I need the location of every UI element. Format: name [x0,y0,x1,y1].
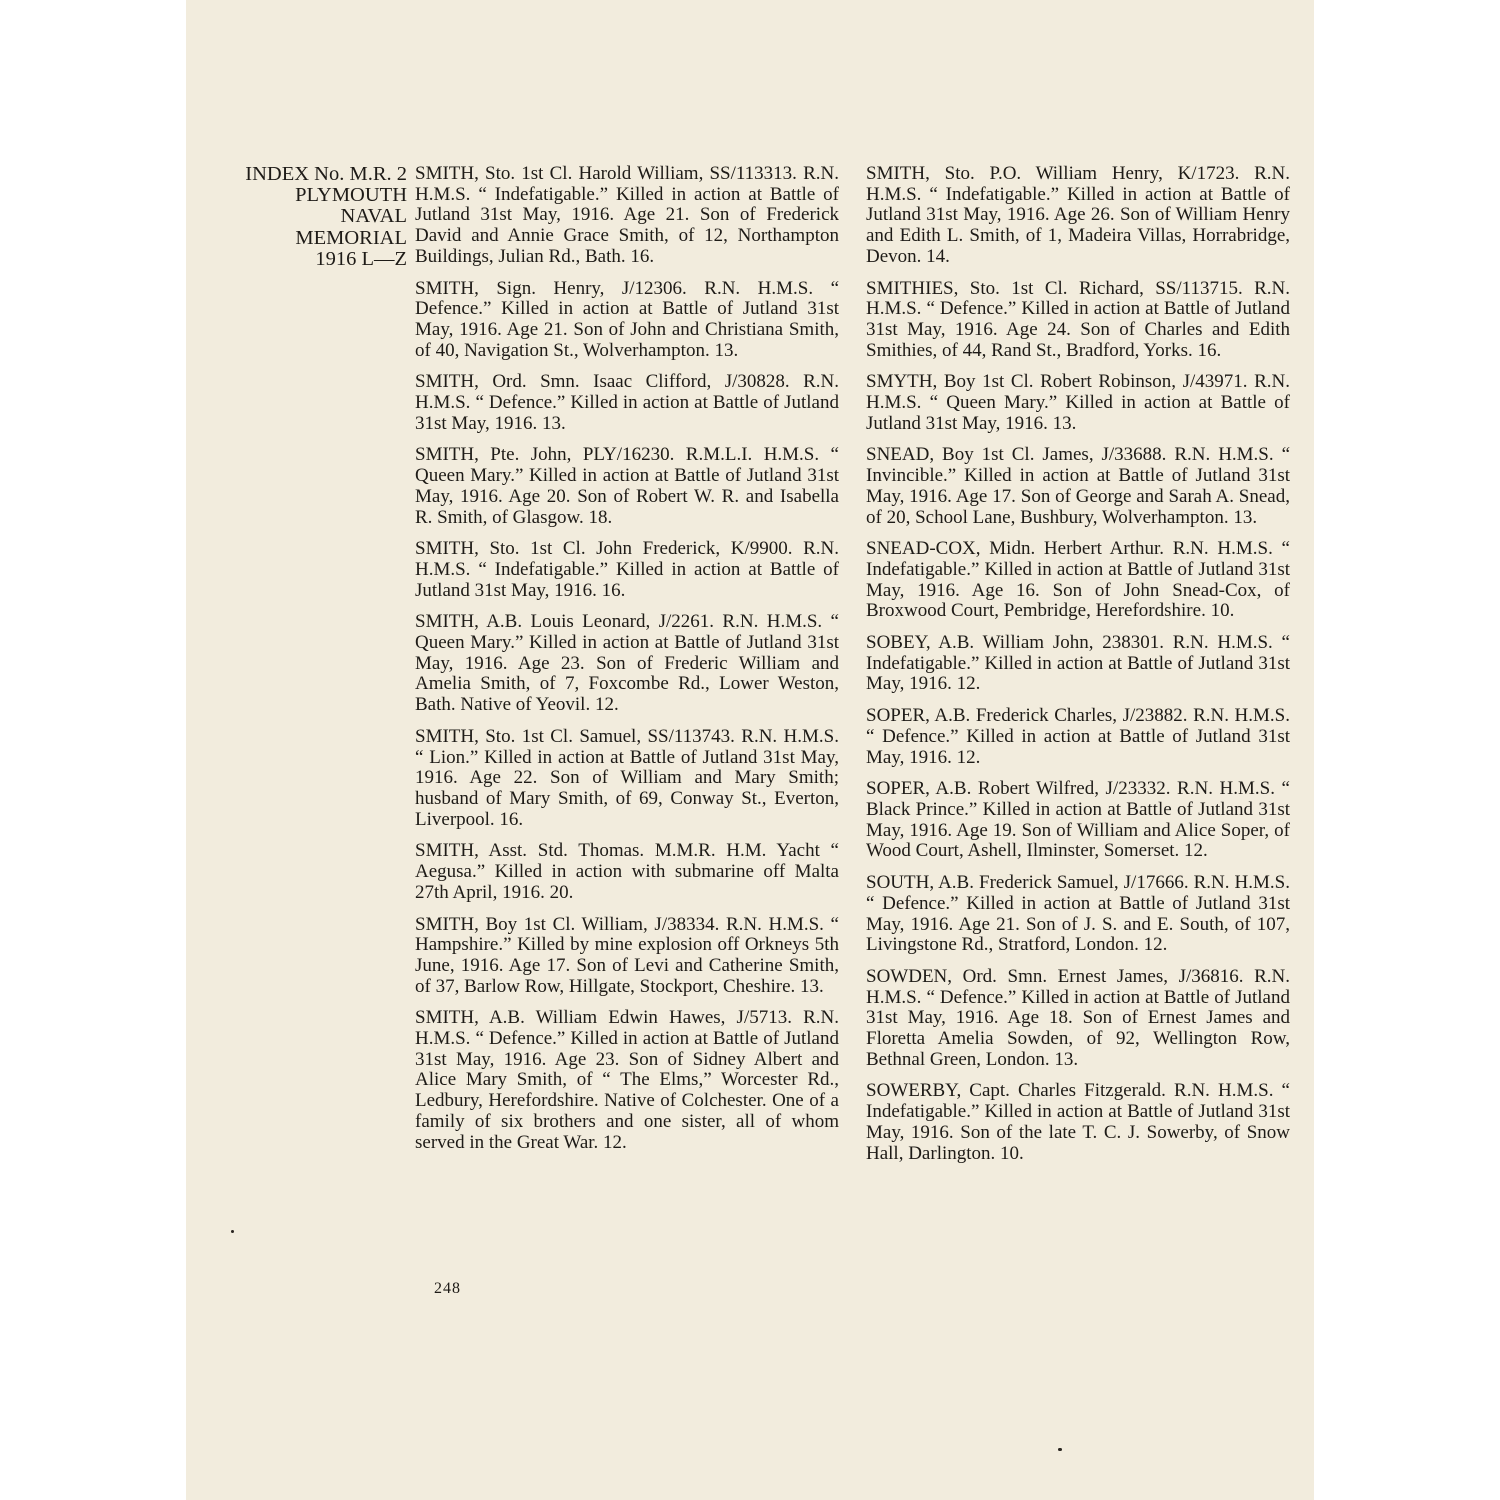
memorial-location-label: PLYMOUTH [295,184,407,207]
casualty-entry: SMITH, Sign. Henry, J/12306. R.N. H.M.S. “ Defence.” Killed in action at Battle of Jutland 31st May, 1916. Age 21. Son of John and Christiana Smith, of 40, Navigation St., Wolverhampton. 13. [415,277,839,361]
memorial-type-label-memorial: MEMORIAL [295,226,407,249]
casualty-entry: SMITH, Sto. 1st Cl. Harold William, SS/113313. R.N. H.M.S. “ Indefatigable.” Killed in action at Battle of Jutland 31st May, 1916. Age 21. Son of Frederick David and Annie Grace Smith, of 12, Northampton Buildings, Julian Rd., Bath. 16. [415,163,839,267]
casualty-entry: SNEAD-COX, Midn. Herbert Arthur. R.N. H.M.S. “ Indefatigable.” Killed in action at Battle of Jutland 31st May, 1916. Age 16. Son of John Snead-Cox, of Broxwood Court, Pembridge, Herefordshire. 10. [866,538,1290,622]
casualty-entry: SMITH, Sto. P.O. William Henry, K/1723. R.N. H.M.S. “ Indefatigable.” Killed in action at Battle of Jutland 31st May, 1916. Age 26. Son of William Henry and Edith L. Smith, of 1, Madeira Villas, Horrabridge, Devon. 14. [866,163,1290,267]
year-range-label: 1916 L—Z [315,247,407,270]
casualty-entry: SMITH, A.B. William Edwin Hawes, J/5713. R.N. H.M.S. “ Defence.” Killed in action at Battle of Jutland 31st May, 1916. Age 23. Son of Sidney Albert and Alice Mary Smith, of “ The Elms,” Worcester Rd., Ledbury, Herefordshire. Native of Colchester. One of a family of six brothers and one sister, all of whom served in the Great War. 12. [415,1007,839,1153]
casualty-entry: SNEAD, Boy 1st Cl. James, J/33688. R.N. H.M.S. “ Invincible.” Killed in action at Battle of Jutland 31st May, 1916. Age 17. Son of George and Sarah A. Snead, of 20, School Lane, Bushbury, Wolverhampton. 13. [866,444,1290,528]
casualty-entry: SMITH, Ord. Smn. Isaac Clifford, J/30828. R.N. H.M.S. “ Defence.” Killed in action at Battle of Jutland 31st May, 1916. 13. [415,371,839,434]
casualty-entry: SOWDEN, Ord. Smn. Ernest James, J/36816. R.N. H.M.S. “ Defence.” Killed in action at Battle of Jutland 31st May, 1916. Age 18. Son of Ernest James and Floretta Amelia Sowden, of 92, Wellington Row, Bethnal Green, London. 13. [866,965,1290,1070]
left-entries-column [415,164,839,1164]
memorial-type-label-naval: NAVAL [340,205,407,228]
casualty-entry: SMITH, Sto. 1st Cl. Samuel, SS/113743. R.N. H.M.S. “ Lion.” Killed in action at Battle of Jutland 31st May, 1916. Age 22. Son of William and Mary Smith; husband of Mary Smith, of 69, Conway St., Everton, Liverpool. 16. [415,725,839,830]
casualty-entry: SMITH, Pte. John, PLY/16230. R.M.L.I. H.M.S. “ Queen Mary.” Killed in action at Battle of Jutland 31st May, 1916. Age 20. Son of Robert W. R. and Isabella R. Smith, of Glasgow. 18. [415,444,839,528]
casualty-entry: SMITH, A.B. Louis Leonard, J/2261. R.N. H.M.S. “ Queen Mary.” Killed in action at Battle of Jutland 31st May, 1916. Age 23. Son of Frederic William and Amelia Smith, of 7, Foxcombe Rd., Lower Weston, Bath. Native of Yeovil. 12. [415,611,839,716]
page-number: 248 [434,1280,461,1297]
casualty-entry: SMITH, Boy 1st Cl. William, J/38334. R.N. H.M.S. “ Hampshire.” Killed by mine explosion off Orkneys 5th June, 1916. Age 17. Son of Levi and Catherine Smith, of 37, Barlow Row, Hillgate, Stockport, Cheshire. 13. [415,913,839,997]
casualty-entry: SOUTH, A.B. Frederick Samuel, J/17666. R.N. H.M.S. “ Defence.” Killed in action at Battle of Jutland 31st May, 1916. Age 21. Son of J. S. and E. South, of 107, Livingstone Rd., Stratford, London. 12. [866,872,1290,956]
ink-speck [231,1230,234,1233]
casualty-entry: SOPER, A.B. Robert Wilfred, J/23332. R.N. H.M.S. “ Black Prince.” Killed in action at Battle of Jutland 31st May, 1916. Age 19. Son of William and Alice Soper, of Wood Court, Ashell, Ilminster, Somerset. 12. [866,778,1290,862]
casualty-entry: SOBEY, A.B. William John, 238301. R.N. H.M.S. “ Indefatigable.” Killed in action at Battle of Jutland 31st May, 1916. 12. [866,632,1290,695]
casualty-entry: SMITH, Asst. Std. Thomas. M.M.R. H.M. Yacht “ Aegusa.” Killed in action with submarine off Malta 27th April, 1916. 20. [415,840,839,903]
casualty-entry: SOWERBY, Capt. Charles Fitzgerald. R.N. H.M.S. “ Indefatigable.” Killed in action at Battle of Jutland 31st May, 1916. Son of the late T. C. J. Sowerby, of Snow Hall, Darlington. 10. [866,1080,1290,1164]
casualty-entry: SOPER, A.B. Frederick Charles, J/23882. R.N. H.M.S. “ Defence.” Killed in action at Battle of Jutland 31st May, 1916. 12. [866,705,1290,768]
casualty-entry: SMITHIES, Sto. 1st Cl. Richard, SS/113715. R.N. H.M.S. “ Defence.” Killed in action at Battle of Jutland 31st May, 1916. Age 24. Son of Charles and Edith Smithies, of 44, Rand St., Bradford, Yorks. 16. [866,277,1290,361]
ink-speck [1058,1448,1062,1451]
casualty-entry: SMITH, Sto. 1st Cl. John Frederick, K/9900. R.N. H.M.S. “ Indefatigable.” Killed in action at Battle of Jutland 31st May, 1916. 16. [415,538,839,601]
right-entries-column [866,164,1290,1175]
casualty-entry: SMYTH, Boy 1st Cl. Robert Robinson, J/43971. R.N. H.M.S. “ Queen Mary.” Killed in action at Battle of Jutland 31st May, 1916. 13. [866,371,1290,434]
index-number-label: INDEX No. M.R. 2 [245,163,407,185]
index-sidenote [212,164,407,270]
